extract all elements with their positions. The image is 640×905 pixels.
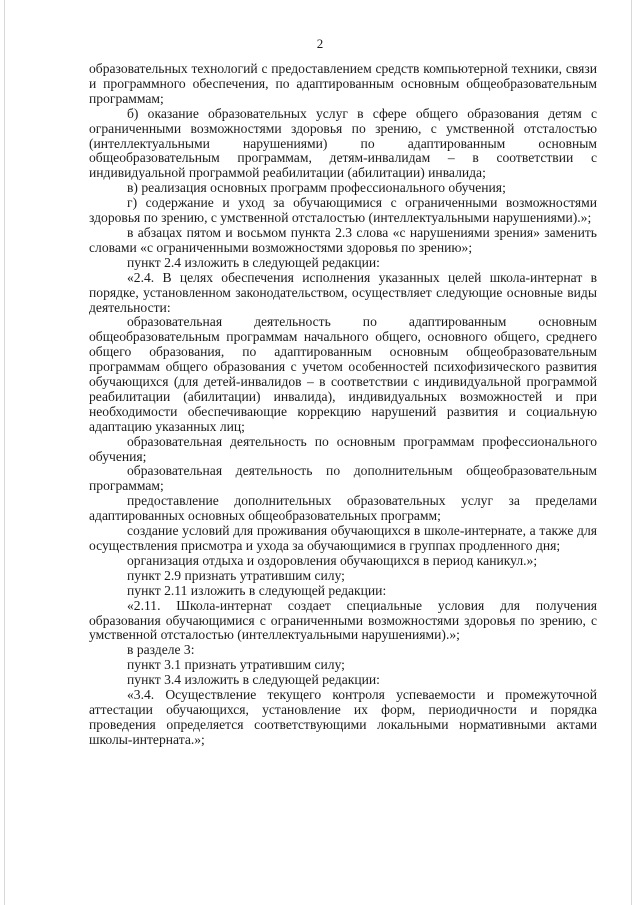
paragraph: «2.11. Школа-интернат создает специальные условия для получения образования обучающимися с ограниченными возможностями здоровья по зрению, с умственной отсталостью (интеллектуальными нарушениями).»; [89, 597, 597, 643]
paragraph: б) оказание образовательных услуг в сфере общего образования детям с ограниченными возможностями здоровья по зрению, с умственной отсталостью (интеллектуальными нарушениями) по адаптированным основным общеобразовательным программам, детям-инвалидам – в соответствии с индивидуальной программой реабилитации (абилитации) инвалида; [89, 105, 597, 181]
paragraph: в абзацах пятом и восьмом пункта 2.3 слова «с нарушениями зрения» заменить словами «с ограниченными возможностями здоровья по зрению»; [89, 224, 597, 255]
paragraph: пункт 3.4 изложить в следующей редакции: [127, 672, 380, 688]
paragraph: г) содержание и уход за обучающимися с ограниченными возможностями здоровья по зрению, с умственной отсталостью (интеллектуальными нарушениями).»; [89, 195, 597, 226]
document-body [89, 62, 597, 748]
paragraph: пункт 2.4 изложить в следующей редакции: [127, 254, 380, 270]
scan-edge-right [631, 0, 632, 905]
page-number: 2 [316, 36, 324, 51]
paragraph: «3.4. Осуществление текущего контроля успеваемости и промежуточной аттестации обучающихся, установление их форм, периодичности и порядка проведения определяется соответствующими локальными нормативными актами школы-интерната.»; [89, 687, 597, 747]
paragraph: образовательная деятельность по основным программам профессионального обучения; [89, 433, 597, 464]
paragraph: в разделе 3: [127, 642, 195, 658]
paragraph: пункт 2.9 признать утратившим силу; [127, 567, 345, 583]
paragraph: образовательная деятельность по адаптированным основным общеобразовательным программам начального общего, основного общего, среднего общего образования, по адаптированным основным общеобразовательным программам общего образования с учетом особенностей психофизического развития обучающихся (для детей-инвалидов – в соответствии с индивидуальной программой реабилитации (абилитации) инвалида), индивидуальных возможностей и при необходимости обеспечивающие коррекцию нарушений развития и социальную адаптацию указанных лиц; [89, 314, 597, 434]
paragraph: пункт 2.11 изложить в следующей редакции: [127, 582, 387, 598]
paragraph: пункт 3.1 признать утратившим силу; [127, 657, 345, 673]
paragraph: «2.4. В целях обеспечения исполнения указанных целей школа-интернат в порядке, установленном законодательством, осуществляет следующие основные виды деятельности: [89, 269, 597, 315]
paragraph: организация отдыха и оздоровления обучающихся в период каникул.»; [127, 552, 538, 568]
paragraph: создание условий для проживания обучающихся в школе-интернате, а также для осуществления присмотра и ухода за обучающимися в группах продленного дня; [89, 523, 597, 553]
paragraph: в) реализация основных программ профессионального обучения; [127, 180, 506, 196]
paragraph: образовательная деятельность по дополнительным общеобразовательным программам; [89, 463, 597, 494]
paragraph: образовательных технологий с предоставлением средств компьютерной техники, связи и программного обеспечения, по адаптированным основным общеобразовательным программам; [89, 61, 597, 106]
scan-edge-left [4, 0, 5, 905]
paragraph: предоставление дополнительных образовательных услуг за пределами адаптированных основных общеобразовательных программ; [89, 493, 597, 524]
